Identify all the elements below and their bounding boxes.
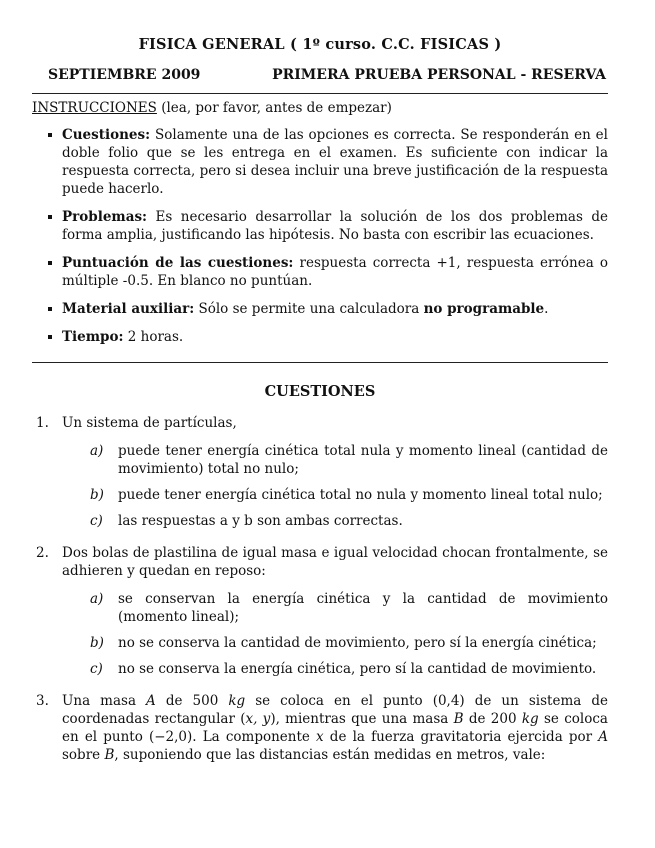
instruction-item	[48, 254, 608, 290]
question-text-part: de 500	[155, 693, 229, 709]
question-text-part: se coloca en el punto (0,4) de un sistema de coordenadas rectangular (	[62, 693, 608, 727]
page-title: FISICA GENERAL ( 1º curso. C.C. FISICAS )	[138, 36, 502, 53]
math-symbol: x	[316, 729, 324, 745]
divider	[32, 362, 608, 363]
option-item	[62, 512, 608, 530]
instruction-label: Puntuación de las cuestiones:	[62, 255, 294, 271]
instruction-label: Problemas:	[62, 209, 148, 225]
exam-page	[32, 36, 608, 778]
instruction-emphasis: no programable	[423, 301, 545, 317]
math-symbol: B	[453, 711, 464, 727]
options-list	[62, 590, 608, 678]
option-letter: a)	[90, 591, 104, 607]
instruction-label: Tiempo:	[62, 329, 124, 345]
math-symbol: A	[598, 729, 608, 745]
option-item	[62, 590, 608, 626]
divider	[32, 93, 608, 94]
option-letter: b)	[90, 487, 104, 503]
option-text: puede tener energía cinética total no nula y momento lineal total nulo;	[118, 487, 603, 503]
option-text: se conservan la energía cinética y la cantidad de movimiento (momento lineal);	[118, 591, 608, 625]
option-item	[62, 660, 608, 678]
instruction-item	[48, 126, 608, 198]
math-symbol: x, y	[245, 711, 271, 727]
instructions-heading	[32, 100, 608, 116]
question-item	[32, 544, 608, 678]
instruction-label: Cuestiones:	[62, 127, 151, 143]
question-item	[32, 414, 608, 530]
math-unit: kg	[521, 711, 539, 727]
question-number: 2.	[36, 545, 49, 561]
question-text	[62, 692, 608, 764]
instruction-tail: .	[544, 301, 549, 317]
instruction-text: 2 horas.	[123, 329, 184, 345]
option-text: las respuestas a y b son ambas correctas.	[118, 513, 403, 529]
instruction-text: respuesta correcta +1, respuesta errónea o múltiple -0.5. En blanco no puntúan.	[62, 255, 609, 289]
question-text-part: de 200	[463, 711, 522, 727]
option-item	[62, 634, 608, 652]
question-text-part: ), mientras que una masa	[270, 711, 454, 727]
math-unit: kg	[228, 693, 246, 709]
question-number: 1.	[36, 415, 49, 431]
instruction-item	[48, 300, 608, 318]
instruction-item	[48, 208, 608, 244]
instruction-text: Sólo se permite una calculadora	[194, 301, 424, 317]
instruction-text: Solamente una de las opciones es correcta. Se responderán en el doble folio que se les entrega en el examen. Es suficiente con indicar la respuesta correcta, pero si desea incluir una breve justificación de la respuesta puede hacerlo.	[62, 127, 608, 197]
question-item	[32, 692, 608, 764]
instruction-text: Es necesario desarrollar la solución de los dos problemas de forma amplia, justificando las hipótesis. No basta con escribir las ecuaciones.	[62, 209, 608, 243]
option-letter: c)	[90, 661, 103, 677]
question-number: 3.	[36, 693, 49, 709]
option-letter: c)	[90, 513, 103, 529]
instructions-note: (lea, por favor, antes de empezar)	[156, 100, 392, 116]
question-text-part: de la fuerza gravitatoria ejercida por	[323, 729, 599, 745]
question-text-part: Una masa	[62, 693, 147, 709]
option-text: puede tener energía cinética total nula y momento lineal (cantidad de movimiento) total no nulo;	[118, 443, 608, 477]
options-list	[62, 442, 608, 530]
instruction-label: Material auxiliar:	[62, 301, 195, 317]
exam-date: SEPTIEMBRE 2009	[48, 67, 201, 83]
option-letter: a)	[90, 443, 104, 459]
option-item	[62, 442, 608, 478]
math-symbol: B	[104, 747, 115, 763]
question-text-part: se coloca en el punto (−2,0). La componente	[62, 711, 608, 745]
exam-subtitle	[32, 67, 608, 83]
questions-list	[32, 414, 608, 764]
option-item	[62, 486, 608, 504]
option-text: no se conserva la energía cinética, pero sí la cantidad de movimiento.	[118, 661, 597, 677]
question-text-part: sobre	[62, 747, 105, 763]
instructions-list	[32, 126, 608, 346]
section-title: CUESTIONES	[264, 383, 376, 400]
instruction-item	[48, 328, 608, 346]
instructions-label: INSTRUCCIONES	[32, 100, 157, 116]
question-text: Dos bolas de plastilina de igual masa e igual velocidad chocan frontalmente, se adhieren y quedan en reposo:	[62, 545, 608, 579]
math-symbol: A	[146, 693, 156, 709]
option-text: no se conserva la cantidad de movimiento, pero sí la energía cinética;	[118, 635, 597, 651]
question-text-part: , suponiendo que las distancias están medidas en metros, vale:	[114, 747, 546, 763]
option-letter: b)	[90, 635, 104, 651]
exam-name: PRIMERA PRUEBA PERSONAL - RESERVA	[272, 67, 606, 83]
question-text: Un sistema de partículas,	[62, 415, 237, 431]
